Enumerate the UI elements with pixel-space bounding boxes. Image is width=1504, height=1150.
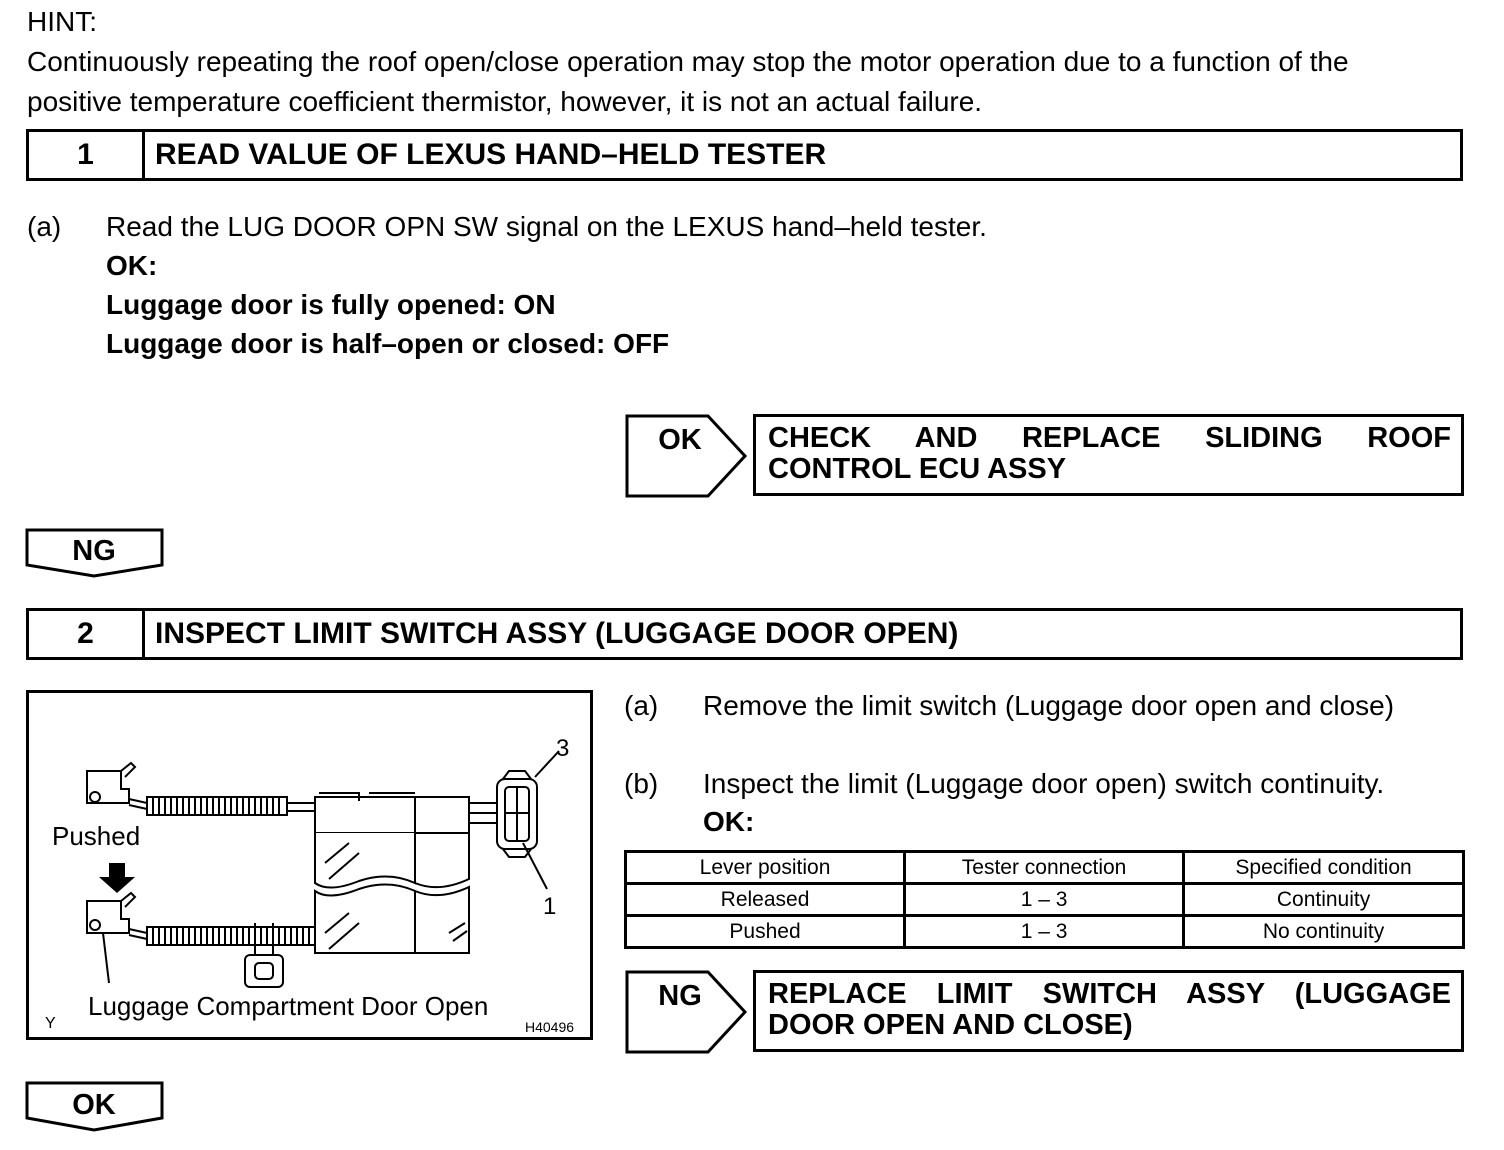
step-2-ng-result-box xyxy=(753,970,1464,1052)
table-cell: Continuity xyxy=(1184,884,1464,916)
step-2-item-b-text: Inspect the limit (Luggage door open) switch continuity. xyxy=(703,768,1385,799)
step-2-item-b-marker: (b) xyxy=(624,768,659,799)
step-1-ok-label: OK: xyxy=(106,250,158,281)
table-row xyxy=(626,916,1464,948)
step-1-ok-spec-line1: Luggage door is fully opened: ON xyxy=(106,289,556,320)
figure-pin-3: 3 xyxy=(556,735,570,762)
step-1-ok-spec-line2: Luggage door is half–open or closed: OFF xyxy=(106,328,670,359)
step-1-header xyxy=(26,129,1463,181)
figure-id: H40496 xyxy=(525,1019,575,1035)
table-header-cell: Specified condition xyxy=(1184,852,1464,884)
table-header-cell: Lever position xyxy=(626,852,905,884)
step-1-item-a-marker: (a) xyxy=(27,211,62,242)
table-row xyxy=(626,884,1464,916)
step-1-title: READ VALUE OF LEXUS HAND–HELD TESTER xyxy=(155,138,827,171)
figure-label-pushed: Pushed xyxy=(52,821,141,851)
step-2-item-a-marker: (a) xyxy=(624,690,659,721)
step-2-header xyxy=(26,608,1463,660)
table-cell: No continuity xyxy=(1184,916,1464,948)
table-cell: Pushed xyxy=(626,916,905,948)
step-2-ng-result: REPLACE LIMIT SWITCH ASSY (LUGGAGE DOOR OPEN AND CLOSE) xyxy=(768,978,1451,1041)
table-cell: Released xyxy=(626,884,905,916)
step-1-ng-flag: NG xyxy=(72,535,116,567)
step-1-item-a-text: Read the LUG DOOR OPN SW signal on the LEXUS hand–held tester. xyxy=(106,211,987,242)
table-header-cell: Tester connection xyxy=(905,852,1184,884)
step-1-ok-flag: OK xyxy=(658,424,702,456)
limit-switch-diagram xyxy=(29,693,590,1037)
step-1-ok-result: CHECK AND REPLACE SLIDING ROOF CONTROL ECU ASSY xyxy=(768,422,1451,485)
step-2-ok-label: OK: xyxy=(703,806,755,837)
step-2-item-a-text: Remove the limit switch (Luggage door open and close) xyxy=(703,690,1395,721)
figure-caption: Luggage Compartment Door Open xyxy=(88,991,489,1021)
step-2-title: INSPECT LIMIT SWITCH ASSY (LUGGAGE DOOR OPEN) xyxy=(155,617,959,650)
figure-pin-1: 1 xyxy=(543,893,557,920)
step-2-ng-flag: NG xyxy=(658,980,702,1012)
step-2-number: 2 xyxy=(29,611,145,657)
table-cell: 1 – 3 xyxy=(905,884,1184,916)
hint-text-line1: Continuously repeating the roof open/close operation may stop the motor operation due to a function of the xyxy=(27,46,1349,77)
hint-text-line2: positive temperature coefficient thermistor, however, it is not an actual failure. xyxy=(27,86,983,117)
table-cell: 1 – 3 xyxy=(905,916,1184,948)
hint-label: HINT: xyxy=(27,6,97,37)
figure-corner-mark: Y xyxy=(45,1015,56,1032)
step-2-ok-flag: OK xyxy=(72,1089,116,1121)
limit-switch-figure xyxy=(26,690,593,1040)
step-1-number: 1 xyxy=(29,132,145,178)
continuity-spec-table xyxy=(624,850,1465,949)
step-1-ok-result-box xyxy=(753,414,1464,496)
table-header-row xyxy=(626,852,1464,884)
